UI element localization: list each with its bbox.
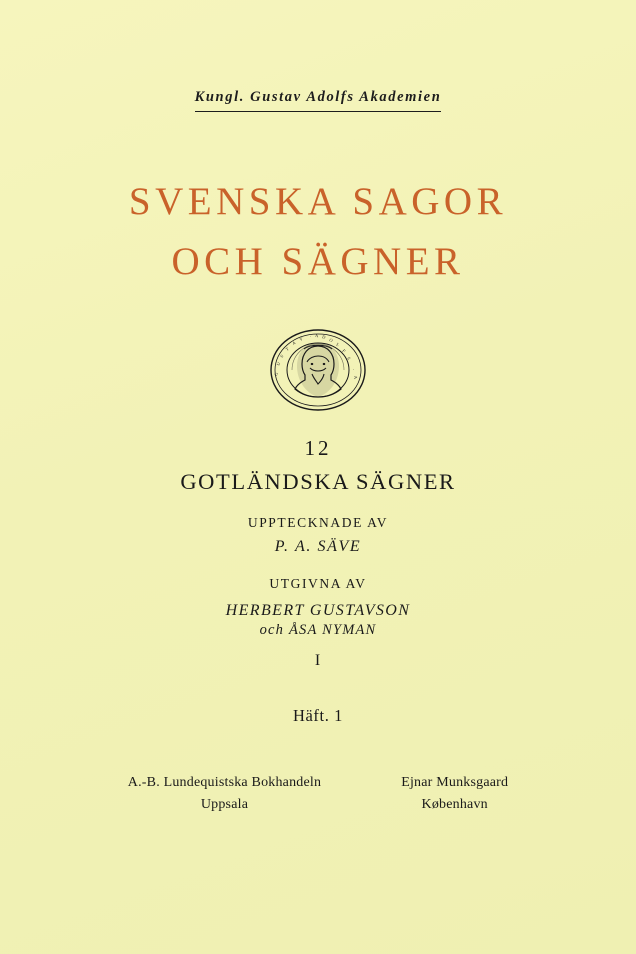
svg-text:V: V	[298, 336, 304, 342]
work-subtitle: GOTLÄNDSKA SÄGNER	[180, 469, 456, 494]
publisher-2	[401, 772, 508, 815]
publisher-1	[128, 772, 321, 815]
svg-text:·: ·	[351, 367, 357, 371]
volume-number: 12	[304, 436, 332, 460]
svg-text:O: O	[328, 337, 334, 344]
fascicle-number: Häft. 1	[292, 706, 344, 726]
svg-text:A: A	[353, 375, 359, 380]
svg-text:S: S	[279, 353, 285, 359]
part-number: I	[314, 652, 322, 670]
collector-name: P. A. SÄVE	[274, 538, 362, 555]
svg-text:U: U	[275, 361, 282, 367]
work-details	[0, 436, 636, 726]
academy-name: Kungl. Gustav Adolfs Akademien	[195, 89, 442, 112]
emblem-container	[0, 318, 636, 427]
title-line-1: SVENSKA SAGOR	[128, 180, 508, 223]
series-heading	[0, 88, 636, 112]
page-title	[0, 172, 636, 293]
svg-text:A: A	[291, 340, 297, 346]
svg-text:L: L	[335, 341, 341, 348]
editor-name-2: och ÅSA NYMAN	[259, 622, 377, 639]
publisher-1-name: A.-B. Lundequistska Bokhandeln	[127, 775, 322, 790]
editor-name-1: HERBERT GUSTAVSON	[225, 602, 411, 619]
svg-text:T: T	[284, 346, 290, 352]
publisher-2-city: København	[421, 796, 488, 812]
publisher-1-city: Uppsala	[200, 796, 249, 812]
svg-text:S: S	[346, 355, 352, 361]
publisher-block	[0, 772, 636, 815]
title-line-2: OCH SÄGNER	[171, 240, 465, 284]
edited-label: UTGIVNA AV	[269, 576, 367, 591]
academy-seal-icon	[266, 318, 370, 422]
svg-text:A: A	[314, 333, 319, 339]
svg-text:F: F	[341, 348, 347, 354]
svg-text:·: ·	[309, 333, 312, 339]
svg-text:G: G	[273, 371, 279, 377]
publisher-2-name: Ejnar Munksgaard	[401, 775, 509, 790]
svg-text:D: D	[321, 334, 326, 340]
collected-label: UPPTECKNADE AV	[247, 515, 389, 530]
